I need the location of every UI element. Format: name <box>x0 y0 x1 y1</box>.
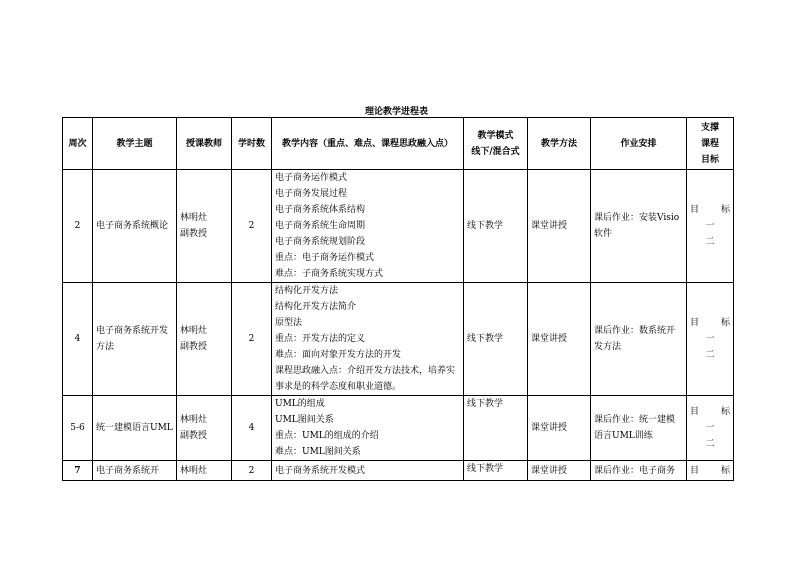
content-line: 重点：电子商务运作模式 <box>275 253 375 263</box>
content-line: UML图间关系 <box>275 415 334 425</box>
header-goal-line1: 支撑 <box>700 122 719 133</box>
content-line: 课程思政融入点：介绍开发方法技术，培养实事求是的科学态度和职业道德。 <box>275 366 456 392</box>
content-line: 重点：开发方法的定义 <box>275 334 366 344</box>
mode-cell: 线下教学 <box>464 396 528 461</box>
homework-text: 课后作业：统一建模语言UML训练 <box>594 415 676 441</box>
goal-sub: 二 <box>705 439 715 449</box>
table-row <box>63 170 734 283</box>
teacher-cell <box>177 283 232 396</box>
topic-cell <box>93 396 177 461</box>
goal-cell <box>687 170 734 283</box>
topic-text: 电子商务系统概论 <box>96 221 169 231</box>
header-week: 周次 <box>63 118 93 170</box>
table-row <box>63 396 734 461</box>
teacher-cell: 林明灶 <box>177 461 232 481</box>
homework-text: 课后作业：安装Visio软件 <box>594 213 680 239</box>
method-cell: 课堂讲授 <box>528 170 591 283</box>
header-homework: 作业安排 <box>591 118 687 170</box>
homework-cell <box>591 396 687 461</box>
content-line: 难点：子商务系统实现方式 <box>275 269 384 279</box>
method-cell: 课堂讲授 <box>528 283 591 396</box>
header-topic: 教学主题 <box>93 118 177 170</box>
teacher-name: 林明灶 <box>180 415 208 425</box>
hours-cell: 2 <box>232 170 272 283</box>
content-line: 结构化开发方法 <box>275 286 339 296</box>
header-hours: 学时数 <box>232 118 272 170</box>
teacher-name: 林明灶 <box>180 326 208 336</box>
mode-cell: 线下教学 <box>464 283 528 396</box>
topic-text: 统一建模语言UML <box>96 423 173 433</box>
teacher-cell <box>177 170 232 283</box>
content-line: 难点：面向对象开发方法的开发 <box>275 350 402 360</box>
goal-head: 目 标 <box>690 205 730 215</box>
header-content: 教学内容（重点、难点、课程思政融入点） <box>272 118 464 170</box>
method-cell: 课堂讲授 <box>528 396 591 461</box>
week-cell: 2 <box>63 170 93 283</box>
content-line: 电子商务系统规划阶段 <box>275 237 366 247</box>
goal-sub: 一 <box>705 221 715 231</box>
content-cell <box>272 396 464 461</box>
mode-cell: 线下教学 <box>464 170 528 283</box>
header-mode-line2: 线下/混合式 <box>471 146 520 157</box>
content-cell <box>272 170 464 283</box>
goal-cell <box>687 396 734 461</box>
schedule-table <box>62 117 734 481</box>
homework-cell <box>591 283 687 396</box>
content-line: 电子商务系统生命周期 <box>275 221 366 231</box>
goal-sub: 一 <box>705 334 715 344</box>
header-goal-line3: 目标 <box>700 154 719 165</box>
content-line: 重点：UML的组成的介绍 <box>275 431 379 441</box>
teacher-title: 副教授 <box>180 431 208 441</box>
teacher-cell <box>177 396 232 461</box>
content-cell: 电子商务系统开发模式 <box>272 461 464 481</box>
goal-sub: 二 <box>705 350 715 360</box>
goal-head: 目 标 <box>690 318 730 328</box>
week-cell: 4 <box>63 283 93 396</box>
goal-sub: 一 <box>705 423 715 433</box>
content-line: UML的组成 <box>275 399 325 409</box>
goal-cell <box>687 461 734 481</box>
teacher-title: 副教授 <box>180 229 208 239</box>
header-method: 教学方法 <box>528 118 591 170</box>
topic-cell <box>93 170 177 283</box>
header-mode-line1: 教学模式 <box>477 130 514 141</box>
topic-text: 电子商务系统开发方法 <box>96 326 169 352</box>
method-cell: 课堂讲授 <box>528 461 591 481</box>
week-cell: 7 <box>63 461 93 481</box>
content-line: 电子商务运作模式 <box>275 173 348 183</box>
teacher-name: 林明灶 <box>180 213 208 223</box>
teacher-title: 副教授 <box>180 342 208 352</box>
topic-cell <box>93 283 177 396</box>
table-row <box>63 283 734 396</box>
hours-cell: 2 <box>232 461 272 481</box>
topic-cell: 电子商务系统开 <box>93 461 177 481</box>
goal-sub: 二 <box>705 237 715 247</box>
mode-cell: 线下教学 <box>464 461 528 481</box>
header-teacher: 授课教师 <box>177 118 232 170</box>
page-title: 理论教学进程表 <box>364 107 428 117</box>
hours-cell: 4 <box>232 396 272 461</box>
hours-cell: 2 <box>232 283 272 396</box>
content-line: 原型法 <box>275 318 303 328</box>
header-goal-line2: 课程 <box>700 138 719 149</box>
week-cell: 5-6 <box>63 396 93 461</box>
content-line: 结构化开发方法简介 <box>275 302 357 312</box>
goal-cell <box>687 283 734 396</box>
header-goal <box>687 118 734 170</box>
homework-cell: 课后作业：电子商务 <box>591 461 687 481</box>
table-row <box>63 461 734 481</box>
content-line: 电子商务系统体系结构 <box>275 205 366 215</box>
content-cell <box>272 283 464 396</box>
header-row <box>63 118 734 170</box>
content-line: 难点：UML图间关系 <box>275 447 361 457</box>
homework-cell <box>591 170 687 283</box>
header-mode <box>464 118 528 170</box>
homework-text: 课后作业：数系统开发方法 <box>594 326 676 352</box>
goal-head: 目 标 <box>690 465 730 476</box>
content-line: 电子商务发展过程 <box>275 189 348 199</box>
goal-head: 目 标 <box>690 407 730 417</box>
